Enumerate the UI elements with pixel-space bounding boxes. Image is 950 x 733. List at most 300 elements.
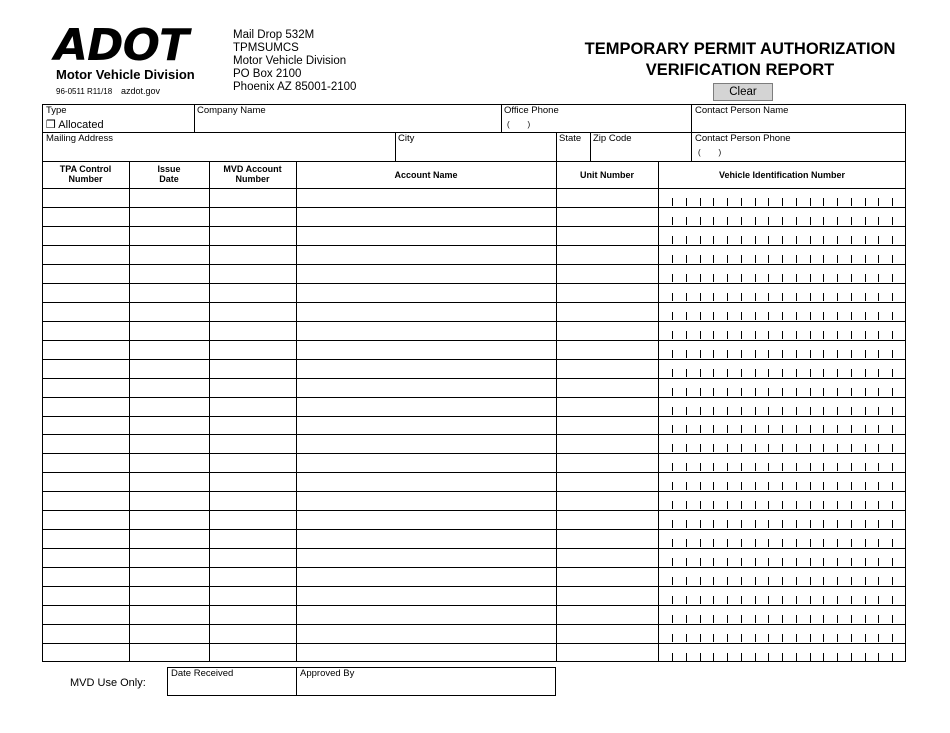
grid-line bbox=[42, 321, 906, 322]
vin-tick bbox=[837, 425, 838, 433]
vin-tick bbox=[755, 520, 756, 528]
vin-tick bbox=[700, 596, 701, 604]
vin-tick bbox=[686, 236, 687, 244]
vin-tick bbox=[892, 615, 893, 623]
vin-tick bbox=[700, 331, 701, 339]
vin-tick bbox=[796, 331, 797, 339]
vin-tick bbox=[823, 463, 824, 471]
vin-tick bbox=[892, 463, 893, 471]
vin-tick bbox=[741, 653, 742, 661]
vin-tick bbox=[892, 331, 893, 339]
vin-tick bbox=[741, 577, 742, 585]
vin-tick bbox=[768, 217, 769, 225]
type-label: Type bbox=[46, 105, 67, 116]
vin-tick bbox=[700, 463, 701, 471]
address-line: Motor Vehicle Division bbox=[233, 55, 347, 67]
vin-tick bbox=[768, 236, 769, 244]
vin-tick bbox=[768, 558, 769, 566]
vin-tick bbox=[713, 331, 714, 339]
vin-tick bbox=[686, 369, 687, 377]
vin-tick bbox=[672, 350, 673, 358]
vin-tick bbox=[782, 596, 783, 604]
vin-tick bbox=[892, 312, 893, 320]
vin-tick bbox=[823, 520, 824, 528]
vin-tick bbox=[837, 331, 838, 339]
vin-tick bbox=[686, 331, 687, 339]
vin-tick bbox=[823, 312, 824, 320]
vin-tick bbox=[823, 331, 824, 339]
vin-tick bbox=[768, 198, 769, 206]
vin-tick bbox=[700, 425, 701, 433]
vin-tick bbox=[810, 312, 811, 320]
vin-tick bbox=[672, 463, 673, 471]
vin-tick bbox=[892, 293, 893, 301]
vin-tick bbox=[755, 388, 756, 396]
vin-tick bbox=[796, 463, 797, 471]
vin-tick bbox=[851, 482, 852, 490]
grid-line bbox=[42, 529, 906, 530]
vin-tick bbox=[727, 520, 728, 528]
grid-line bbox=[42, 434, 906, 435]
vin-tick bbox=[892, 482, 893, 490]
vin-tick bbox=[796, 274, 797, 282]
vin-tick bbox=[865, 501, 866, 509]
vin-tick bbox=[878, 331, 879, 339]
vin-tick bbox=[878, 255, 879, 263]
vin-tick bbox=[878, 596, 879, 604]
vin-tick bbox=[741, 293, 742, 301]
vin-tick bbox=[713, 369, 714, 377]
vin-tick bbox=[878, 520, 879, 528]
vin-tick bbox=[810, 274, 811, 282]
vin-tick bbox=[865, 520, 866, 528]
vin-tick bbox=[727, 407, 728, 415]
vin-tick bbox=[686, 482, 687, 490]
vin-tick bbox=[823, 369, 824, 377]
vin-tick bbox=[755, 463, 756, 471]
vin-tick bbox=[796, 388, 797, 396]
vin-tick bbox=[823, 198, 824, 206]
vin-tick bbox=[700, 293, 701, 301]
vin-tick bbox=[741, 482, 742, 490]
vin-tick bbox=[837, 539, 838, 547]
vin-tick bbox=[782, 274, 783, 282]
vin-tick bbox=[727, 539, 728, 547]
vin-tick bbox=[796, 236, 797, 244]
grid-line bbox=[42, 359, 906, 360]
vin-tick bbox=[878, 236, 879, 244]
vin-tick bbox=[672, 634, 673, 642]
vin-tick bbox=[686, 634, 687, 642]
office-phone-field[interactable]: ( ) bbox=[507, 120, 531, 129]
vin-tick bbox=[727, 350, 728, 358]
vin-tick bbox=[727, 444, 728, 452]
vin-tick bbox=[700, 407, 701, 415]
vin-tick bbox=[700, 634, 701, 642]
vin-tick bbox=[686, 653, 687, 661]
vin-tick bbox=[878, 350, 879, 358]
vin-tick bbox=[892, 634, 893, 642]
address-line: Mail Drop 532M bbox=[233, 29, 315, 41]
vin-tick bbox=[713, 577, 714, 585]
vin-tick bbox=[713, 463, 714, 471]
vin-tick bbox=[878, 274, 879, 282]
vin-tick bbox=[727, 388, 728, 396]
vin-tick bbox=[672, 331, 673, 339]
vin-tick bbox=[878, 482, 879, 490]
vin-tick bbox=[796, 198, 797, 206]
vin-tick bbox=[672, 312, 673, 320]
vin-tick bbox=[686, 312, 687, 320]
vin-tick bbox=[837, 520, 838, 528]
vin-tick bbox=[810, 388, 811, 396]
vin-tick bbox=[823, 577, 824, 585]
vin-tick bbox=[686, 577, 687, 585]
vin-tick bbox=[837, 236, 838, 244]
vin-tick bbox=[851, 331, 852, 339]
vin-tick bbox=[782, 236, 783, 244]
vin-tick bbox=[878, 425, 879, 433]
vin-tick bbox=[686, 615, 687, 623]
grid-line bbox=[42, 161, 906, 162]
vin-tick bbox=[755, 539, 756, 547]
date-received-label: Date Received bbox=[171, 668, 234, 679]
form-number: 96-0511 R11/18 bbox=[56, 87, 113, 96]
vin-tick bbox=[878, 407, 879, 415]
address-line: Phoenix AZ 85001-2100 bbox=[233, 81, 357, 93]
grid-line bbox=[556, 132, 557, 161]
vin-tick bbox=[810, 520, 811, 528]
vin-tick bbox=[741, 539, 742, 547]
vin-tick bbox=[713, 558, 714, 566]
vin-tick bbox=[741, 634, 742, 642]
vin-tick bbox=[741, 350, 742, 358]
vin-tick bbox=[823, 596, 824, 604]
vin-tick bbox=[768, 615, 769, 623]
grid-line bbox=[42, 548, 906, 549]
vin-tick bbox=[755, 615, 756, 623]
vin-tick bbox=[851, 634, 852, 642]
vin-tick bbox=[865, 558, 866, 566]
vin-tick bbox=[672, 596, 673, 604]
grid-line bbox=[42, 302, 906, 303]
vin-tick bbox=[892, 653, 893, 661]
vin-tick bbox=[892, 577, 893, 585]
vin-tick bbox=[796, 501, 797, 509]
vin-tick bbox=[686, 520, 687, 528]
vin-tick bbox=[837, 596, 838, 604]
vin-tick bbox=[713, 596, 714, 604]
mvd-use-only-label: MVD Use Only: bbox=[70, 677, 146, 689]
vin-tick bbox=[810, 653, 811, 661]
vin-tick bbox=[865, 312, 866, 320]
vin-tick bbox=[782, 634, 783, 642]
vin-tick bbox=[700, 520, 701, 528]
vin-tick bbox=[782, 255, 783, 263]
vin-tick bbox=[851, 369, 852, 377]
vin-tick bbox=[878, 615, 879, 623]
contact-phone-field[interactable]: ( ) bbox=[698, 148, 722, 157]
grid-line bbox=[395, 132, 396, 161]
vin-tick bbox=[700, 653, 701, 661]
vin-tick bbox=[796, 539, 797, 547]
vin-tick bbox=[686, 558, 687, 566]
vin-tick bbox=[865, 444, 866, 452]
address-line: TPMSUMCS bbox=[233, 42, 299, 54]
vin-tick bbox=[796, 407, 797, 415]
vin-tick bbox=[823, 501, 824, 509]
vin-tick bbox=[768, 369, 769, 377]
vin-tick bbox=[713, 236, 714, 244]
vin-tick bbox=[837, 501, 838, 509]
vin-tick bbox=[810, 331, 811, 339]
grid-line bbox=[42, 207, 906, 208]
vin-tick bbox=[837, 463, 838, 471]
vin-tick bbox=[837, 217, 838, 225]
vin-tick bbox=[796, 350, 797, 358]
vin-tick bbox=[810, 558, 811, 566]
vin-tick bbox=[713, 407, 714, 415]
vin-tick bbox=[782, 217, 783, 225]
vin-tick bbox=[686, 501, 687, 509]
vin-tick bbox=[796, 369, 797, 377]
vin-tick bbox=[810, 444, 811, 452]
vin-tick bbox=[878, 312, 879, 320]
vin-tick bbox=[755, 236, 756, 244]
zip-code-label: Zip Code bbox=[593, 133, 632, 144]
vin-tick bbox=[837, 388, 838, 396]
vin-tick bbox=[810, 463, 811, 471]
vin-tick bbox=[823, 558, 824, 566]
vin-tick bbox=[755, 407, 756, 415]
vin-tick bbox=[755, 558, 756, 566]
vin-tick bbox=[837, 653, 838, 661]
vin-tick bbox=[713, 350, 714, 358]
vin-tick bbox=[892, 520, 893, 528]
vin-tick bbox=[768, 255, 769, 263]
vin-tick bbox=[810, 350, 811, 358]
vin-tick bbox=[878, 463, 879, 471]
vin-tick bbox=[755, 634, 756, 642]
vin-tick bbox=[782, 388, 783, 396]
vin-tick bbox=[727, 482, 728, 490]
vin-tick bbox=[782, 444, 783, 452]
vin-tick bbox=[700, 369, 701, 377]
vin-tick bbox=[768, 520, 769, 528]
vin-tick bbox=[878, 198, 879, 206]
vin-tick bbox=[768, 293, 769, 301]
vin-tick bbox=[810, 407, 811, 415]
vin-tick bbox=[713, 198, 714, 206]
grid-line bbox=[42, 643, 906, 644]
vin-tick bbox=[892, 425, 893, 433]
vin-tick bbox=[727, 596, 728, 604]
adot-logo: ADOT bbox=[54, 20, 188, 71]
vin-tick bbox=[837, 558, 838, 566]
vin-tick bbox=[755, 293, 756, 301]
column-header: MVD Account Number bbox=[223, 164, 282, 184]
city-label: City bbox=[398, 133, 415, 144]
contact-phone-label: Contact Person Phone bbox=[695, 133, 791, 144]
vin-tick bbox=[768, 577, 769, 585]
vin-tick bbox=[768, 539, 769, 547]
grid-line bbox=[42, 245, 906, 246]
vin-tick bbox=[878, 634, 879, 642]
vin-tick bbox=[878, 293, 879, 301]
vin-tick bbox=[741, 558, 742, 566]
allocated-checkbox[interactable]: ❒ Allocated bbox=[46, 119, 104, 131]
vin-tick bbox=[796, 558, 797, 566]
vin-tick bbox=[865, 350, 866, 358]
vin-tick bbox=[741, 198, 742, 206]
grid-line bbox=[194, 104, 195, 132]
vin-tick bbox=[713, 425, 714, 433]
vin-tick bbox=[796, 312, 797, 320]
vin-tick bbox=[892, 407, 893, 415]
vin-tick bbox=[686, 463, 687, 471]
vin-tick bbox=[700, 558, 701, 566]
vin-tick bbox=[672, 482, 673, 490]
vin-tick bbox=[755, 369, 756, 377]
grid-line bbox=[590, 132, 591, 161]
vin-tick bbox=[851, 312, 852, 320]
vin-tick bbox=[878, 539, 879, 547]
vin-tick bbox=[727, 217, 728, 225]
vin-tick bbox=[796, 653, 797, 661]
vin-tick bbox=[727, 653, 728, 661]
vin-tick bbox=[755, 331, 756, 339]
vin-tick bbox=[837, 482, 838, 490]
vin-tick bbox=[672, 501, 673, 509]
vin-tick bbox=[768, 425, 769, 433]
vin-tick bbox=[851, 350, 852, 358]
vin-tick bbox=[892, 236, 893, 244]
vin-tick bbox=[810, 293, 811, 301]
vin-tick bbox=[686, 425, 687, 433]
vin-tick bbox=[892, 274, 893, 282]
vin-tick bbox=[810, 255, 811, 263]
vin-tick bbox=[755, 198, 756, 206]
vin-tick bbox=[796, 577, 797, 585]
vin-tick bbox=[851, 444, 852, 452]
vin-tick bbox=[741, 255, 742, 263]
vin-tick bbox=[878, 558, 879, 566]
vin-tick bbox=[782, 198, 783, 206]
vin-tick bbox=[727, 558, 728, 566]
grid-line bbox=[42, 586, 906, 587]
vin-tick bbox=[878, 369, 879, 377]
vin-tick bbox=[865, 577, 866, 585]
vin-tick bbox=[892, 198, 893, 206]
vin-tick bbox=[865, 653, 866, 661]
vin-tick bbox=[672, 444, 673, 452]
vin-tick bbox=[672, 558, 673, 566]
grid-line bbox=[42, 340, 906, 341]
vin-tick bbox=[741, 444, 742, 452]
vin-tick bbox=[727, 255, 728, 263]
vin-tick bbox=[700, 388, 701, 396]
vin-tick bbox=[700, 274, 701, 282]
vin-tick bbox=[837, 615, 838, 623]
vin-tick bbox=[672, 217, 673, 225]
vin-tick bbox=[796, 596, 797, 604]
vin-tick bbox=[741, 369, 742, 377]
vin-tick bbox=[755, 312, 756, 320]
vin-tick bbox=[672, 577, 673, 585]
vin-tick bbox=[700, 350, 701, 358]
grid-line bbox=[501, 104, 502, 132]
vin-tick bbox=[755, 577, 756, 585]
state-label: State bbox=[559, 133, 582, 144]
vin-tick bbox=[865, 293, 866, 301]
vin-tick bbox=[837, 198, 838, 206]
vin-tick bbox=[782, 615, 783, 623]
vin-tick bbox=[837, 577, 838, 585]
vin-tick bbox=[741, 615, 742, 623]
vin-tick bbox=[865, 274, 866, 282]
vin-tick bbox=[851, 615, 852, 623]
vin-tick bbox=[865, 539, 866, 547]
column-header: TPA Control Number bbox=[59, 164, 112, 184]
vin-tick bbox=[727, 501, 728, 509]
vin-tick bbox=[686, 388, 687, 396]
column-header: Account Name bbox=[394, 170, 458, 180]
vin-tick bbox=[865, 596, 866, 604]
vin-tick bbox=[810, 596, 811, 604]
vin-tick bbox=[823, 350, 824, 358]
grid-line bbox=[42, 453, 906, 454]
vin-tick bbox=[810, 615, 811, 623]
vin-tick bbox=[892, 255, 893, 263]
grid-line bbox=[691, 104, 692, 161]
vin-tick bbox=[810, 217, 811, 225]
vin-tick bbox=[782, 350, 783, 358]
vin-tick bbox=[892, 217, 893, 225]
vin-tick bbox=[672, 653, 673, 661]
vin-tick bbox=[741, 236, 742, 244]
vin-tick bbox=[796, 217, 797, 225]
vin-tick bbox=[823, 274, 824, 282]
vin-tick bbox=[796, 615, 797, 623]
vin-tick bbox=[782, 520, 783, 528]
vin-tick bbox=[782, 482, 783, 490]
vin-tick bbox=[851, 501, 852, 509]
mailing-address-block bbox=[233, 29, 356, 94]
vin-tick bbox=[810, 482, 811, 490]
vin-tick bbox=[782, 312, 783, 320]
vin-tick bbox=[700, 539, 701, 547]
vin-tick bbox=[741, 388, 742, 396]
vin-tick bbox=[741, 520, 742, 528]
vin-tick bbox=[755, 255, 756, 263]
grid-line bbox=[42, 416, 906, 417]
vin-tick bbox=[810, 236, 811, 244]
vin-tick bbox=[892, 596, 893, 604]
mailing-address-label: Mailing Address bbox=[46, 133, 114, 144]
grid-line bbox=[42, 226, 906, 227]
vin-tick bbox=[727, 634, 728, 642]
column-header: Issue Date bbox=[157, 164, 181, 184]
vin-tick bbox=[713, 520, 714, 528]
vin-tick bbox=[892, 539, 893, 547]
clear-button[interactable]: Clear bbox=[713, 83, 773, 101]
vin-tick bbox=[796, 425, 797, 433]
vin-tick bbox=[672, 388, 673, 396]
grid-line bbox=[42, 491, 906, 492]
vin-tick bbox=[713, 388, 714, 396]
vin-tick bbox=[823, 482, 824, 490]
vin-tick bbox=[823, 615, 824, 623]
